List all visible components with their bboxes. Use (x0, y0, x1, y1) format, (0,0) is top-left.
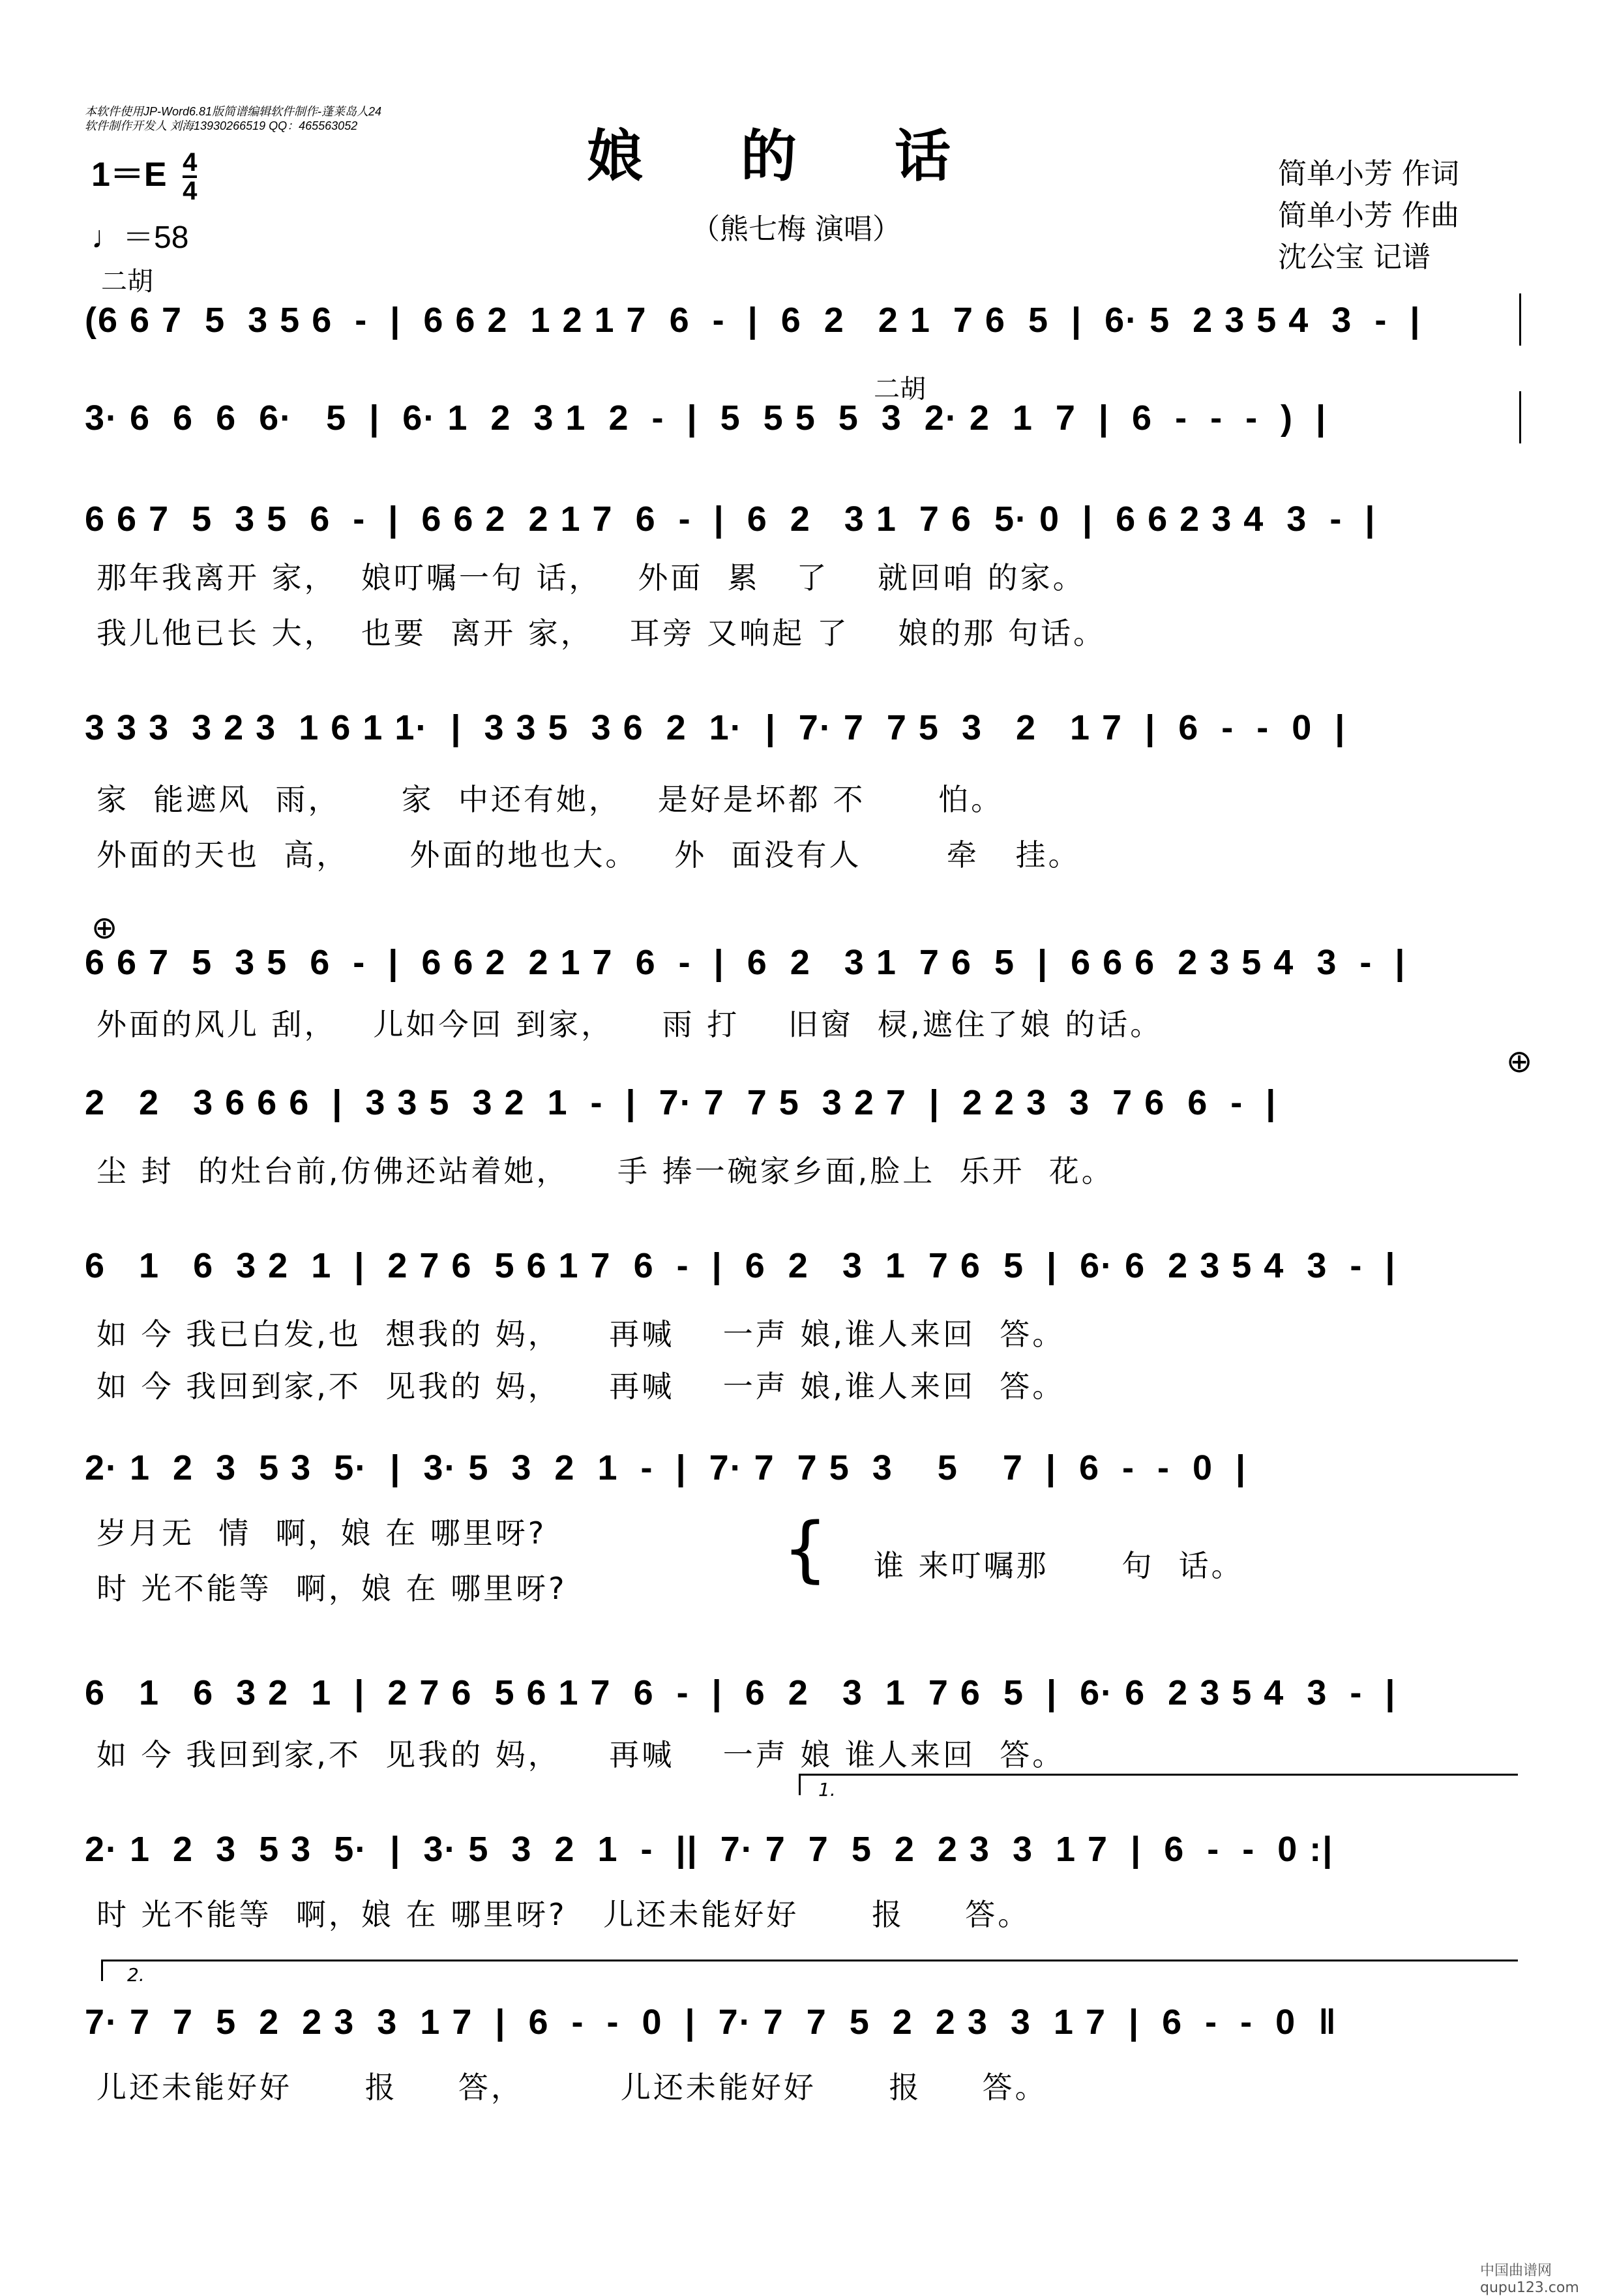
staff-system-2: 3· 6 6 6 6· 5 | 6· 1 2 3 1 2 - | 5 5 5 5 3 2· 2 1 7 | 6 - - - ) | (85, 398, 1328, 438)
volta-2-number: 2. (127, 1964, 145, 1986)
staff-system-1: (6 6 7 5 3 5 6 - | 6 6 2 1 2 1 7 6 - | 6 2 2 1 7 6 5 | 6· 5 2 3 5 4 3 - | (85, 301, 1421, 340)
segno-icon-2: ⊕ (1506, 1043, 1533, 1080)
staff-system-7: 6 1 6 3 2 1 | 2 7 6 5 6 1 7 6 - | 6 2 3 1 7 6 5 | 6· 6 2 3 5 4 3 - | (85, 1246, 1397, 1285)
performer: （熊七梅 演唱） (691, 213, 901, 246)
key-signature (91, 147, 197, 204)
barline (1519, 293, 1521, 346)
transcriber: 沈公宝 记谱 (1278, 241, 1431, 274)
volta-2-bracket (101, 1960, 1518, 1981)
software-note-line2: 软件制作开发人 刘海13930266519 QQ：465563052 (85, 119, 358, 132)
side-lyric: 谁 来叮嘱那 句 话。 (874, 1548, 1244, 1583)
lyric-line: 如 今 我回到家,不 见我的 妈， 再喊 一声 娘,谁人来回 答。 (96, 1369, 1065, 1404)
watermark: 中国曲谱网 qupu123.com (1480, 2263, 1579, 2296)
tempo-marking: ♩＝58 (91, 220, 189, 255)
key-label: 1＝E (91, 156, 167, 194)
software-note-line1: 本软件使用JP-Word6.81版简谱编辑软件制作-蓬莱岛人24 (85, 105, 382, 118)
staff-system-8: 2· 1 2 3 5 3 5· | 3· 5 3 2 1 - | 7· 7 7 5 3 5 7 | 6 - - 0 | (85, 1448, 1247, 1487)
lyric-line: 儿还未能好好 报 答， 儿还未能好好 报 答。 (96, 2070, 1048, 2105)
time-signature (183, 149, 197, 204)
staff-system-5: 6 6 7 5 3 5 6 - | 6 6 2 2 1 7 6 - | 6 2 3 1 7 6 5 | 6 6 6 2 3 5 4 3 - | (85, 943, 1406, 982)
lyric-line: 外面的风儿 刮， 儿如今回 到家， 雨 打 旧窗 棂,遮住了娘 的话。 (96, 1007, 1163, 1042)
barline (1519, 391, 1521, 443)
lyric-line: 岁月无 情 啊，娘 在 哪里呀? (96, 1515, 547, 1551)
lyric-line: 家 能遮风 雨， 家 中还有她， 是好是坏都 不 怕。 (96, 782, 1004, 817)
instrument-label-2: 二胡 (874, 374, 926, 404)
lyric-line: 如 今 我已白发,也 想我的 妈， 再喊 一声 娘,谁人来回 答。 (96, 1317, 1065, 1352)
staff-system-11: 7· 7 7 5 2 2 3 3 1 7 | 6 - - 0 | 7· 7 7 5 2 2 3 3 1 7 | 6 - - 0 ‖ (85, 2003, 1338, 2042)
volta-1-bracket (799, 1774, 1518, 1795)
software-note (85, 104, 381, 133)
staff-system-9: 6 1 6 3 2 1 | 2 7 6 5 6 1 7 6 - | 6 2 3 1 7 6 5 | 6· 6 2 3 5 4 3 - | (85, 1673, 1397, 1712)
volta-1-number: 1. (818, 1779, 836, 1800)
credits (1278, 153, 1459, 278)
page-title: 娘的话 (587, 123, 1048, 189)
lyric-line: 那年我离开 家， 娘叮嘱一句 话， 外面 累 了 就回咱 的家。 (96, 560, 1086, 595)
time-sig-bottom: 4 (183, 177, 198, 206)
brace-icon: { (782, 1507, 828, 1590)
time-sig-top: 4 (183, 148, 198, 177)
lyric-line: 我儿他已长 大， 也要 离开 家， 耳旁 又响起 了 娘的那 句话。 (96, 616, 1106, 651)
staff-system-3: 6 6 7 5 3 5 6 - | 6 6 2 2 1 7 6 - | 6 2 3 1 7 6 5· 0 | 6 6 2 3 4 3 - | (85, 499, 1376, 539)
lyric-line: 外面的天也 高， 外面的地也大。 外 面没有人 牵 挂。 (96, 837, 1081, 872)
instrument-label: 二胡 (101, 267, 153, 297)
lyric-line: 时 光不能等 啊，娘 在 哪里呀? (96, 1571, 567, 1606)
staff-system-10: 2· 1 2 3 5 3 5· | 3· 5 3 2 1 - || 7· 7 7 5 2 2 3 3 1 7 | 6 - - 0 :| (85, 1830, 1334, 1869)
staff-system-6: 2 2 3 6 6 6 | 3 3 5 3 2 1 - | 7· 7 7 5 3 2 7 | 2 2 3 3 7 6 6 - | (85, 1083, 1277, 1122)
lyric-line: 时 光不能等 啊，娘 在 哪里呀? 儿还未能好好 报 答。 (96, 1897, 1031, 1932)
lyricist: 简单小芳 作词 (1278, 157, 1459, 190)
staff-system-4: 3 3 3 3 2 3 1 6 1 1· | 3 3 5 3 6 2 1· | 7· 7 7 5 3 2 1 7 | 6 - - 0 | (85, 708, 1346, 747)
lyric-line: 尘 封 的灶台前,仿佛还站着她， 手 捧一碗家乡面,脸上 乐开 花。 (96, 1154, 1114, 1189)
composer: 简单小芳 作曲 (1278, 199, 1459, 232)
lyric-line: 如 今 我回到家,不 见我的 妈， 再喊 一声 娘 谁人来回 答。 (96, 1737, 1065, 1772)
segno-icon: ⊕ (91, 910, 118, 946)
